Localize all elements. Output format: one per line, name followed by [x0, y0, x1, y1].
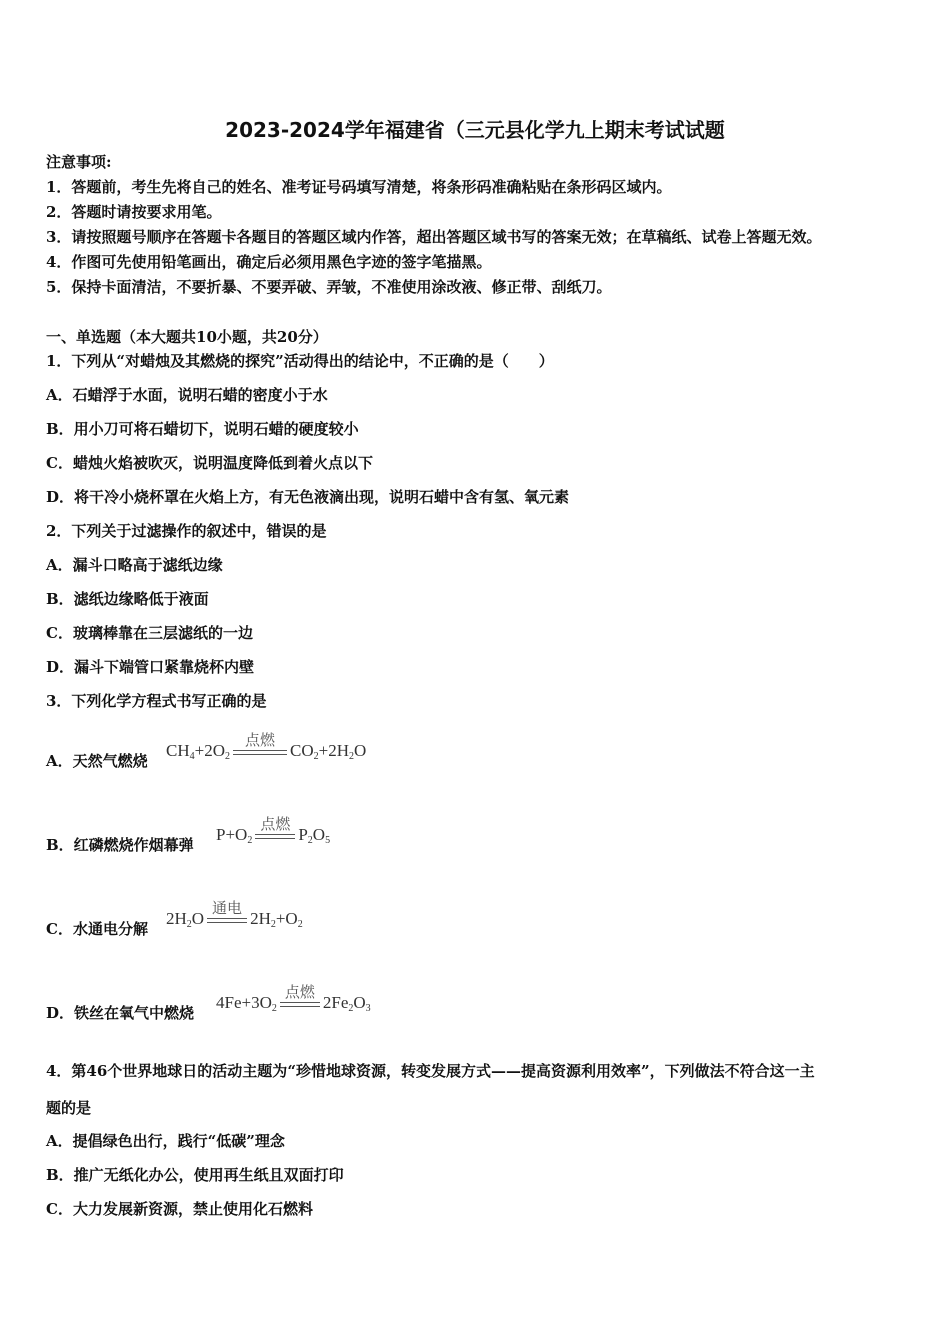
question-stem: 3．下列化学方程式书写正确的是 — [46, 692, 267, 710]
reaction-arrow — [207, 898, 247, 923]
reaction-condition: 点燃 — [260, 814, 291, 833]
option: D．将干冷小烧杯罩在火焰上方，有无色液滴出现，说明石蜡中含有氢、氧元素 — [46, 488, 570, 506]
chemical-equation: $2H_2O$ 通电 $2H_2+O_2$ — [166, 898, 303, 930]
question-stem: 2．下列关于过滤操作的叙述中，错误的是 — [46, 522, 327, 540]
option-label: D．铁丝在氧气中燃烧 — [46, 1004, 195, 1022]
question-stem: 1．下列从“对蜡烛及其燃烧的探究”活动得出的结论中，不正确的是（ ） — [46, 352, 554, 370]
option-label: C．水通电分解 — [46, 920, 148, 938]
option: B．滤纸边缘略低于液面 — [46, 590, 209, 608]
option: C．玻璃棒靠在三层滤纸的一边 — [46, 624, 253, 642]
notice-item: 2．答题时请按要求用笔。 — [46, 203, 222, 221]
question-stem-continued: 题的是 — [46, 1099, 92, 1117]
option: B．推广无纸化办公，使用再生纸且双面打印 — [46, 1166, 344, 1184]
reaction-condition: 通电 — [212, 898, 243, 917]
option: D．漏斗下端管口紧靠烧杯内壁 — [46, 658, 255, 676]
chemical-equation: $CH_4+2O_2$ 点燃 $CO_2+2H_2O$ — [166, 730, 367, 762]
notice-item: 3．请按照题号顺序在答题卡各题目的答题区域内作答，超出答题区域书写的答案无效；在草稿纸、试卷上答题无效。 — [46, 228, 822, 246]
notice-item: 4．作图可先使用铅笔画出，确定后必须用黑色字迹的签字笔描黑。 — [46, 253, 492, 271]
chemical-equation: $4Fe+3O_2$ 点燃 $2Fe_2O_3$ — [216, 982, 371, 1014]
reaction-arrow — [280, 982, 320, 1007]
option: C．蜡烛火焰被吹灭，说明温度降低到着火点以下 — [46, 454, 373, 472]
reaction-condition: 点燃 — [244, 730, 275, 749]
notice-heading: 注意事项: — [46, 153, 112, 171]
option-label: A．天然气燃烧 — [46, 752, 148, 770]
page-title: 2023-2024学年福建省（三元县化学九上期末考试试题 — [225, 118, 725, 142]
section-heading: 一、单选题（本大题共10小题，共20分） — [46, 328, 328, 346]
reaction-arrow — [255, 814, 295, 839]
option: A．漏斗口略高于滤纸边缘 — [46, 556, 223, 574]
notice-item: 1．答题前，考生先将自己的姓名、准考证号码填写清楚，将条形码准确粘贴在条形码区域内。 — [46, 178, 672, 196]
notice-item: 5．保持卡面清洁，不要折暴、不要弄破、弄皱，不准使用涂改液、修正带、刮纸刀。 — [46, 278, 612, 296]
reaction-condition: 点燃 — [284, 982, 315, 1001]
option: A．石蜡浮于水面，说明石蜡的密度小于水 — [46, 386, 328, 404]
option: B．用小刀可将石蜡切下，说明石蜡的硬度较小 — [46, 420, 359, 438]
chemical-equation: $P+O_2$ 点燃 $P_2O_5$ — [216, 814, 331, 846]
option: A．提倡绿色出行，践行“低碳”理念 — [46, 1132, 285, 1150]
option-label: B．红磷燃烧作烟幕弹 — [46, 836, 194, 854]
reaction-arrow — [233, 730, 287, 755]
question-stem: 4．第46个世界地球日的活动主题为“珍惜地球资源，转变发展方式——提高资源利用效率”，下列做法不符合这一主 — [46, 1062, 815, 1080]
option: C．大力发展新资源，禁止使用化石燃料 — [46, 1200, 313, 1218]
